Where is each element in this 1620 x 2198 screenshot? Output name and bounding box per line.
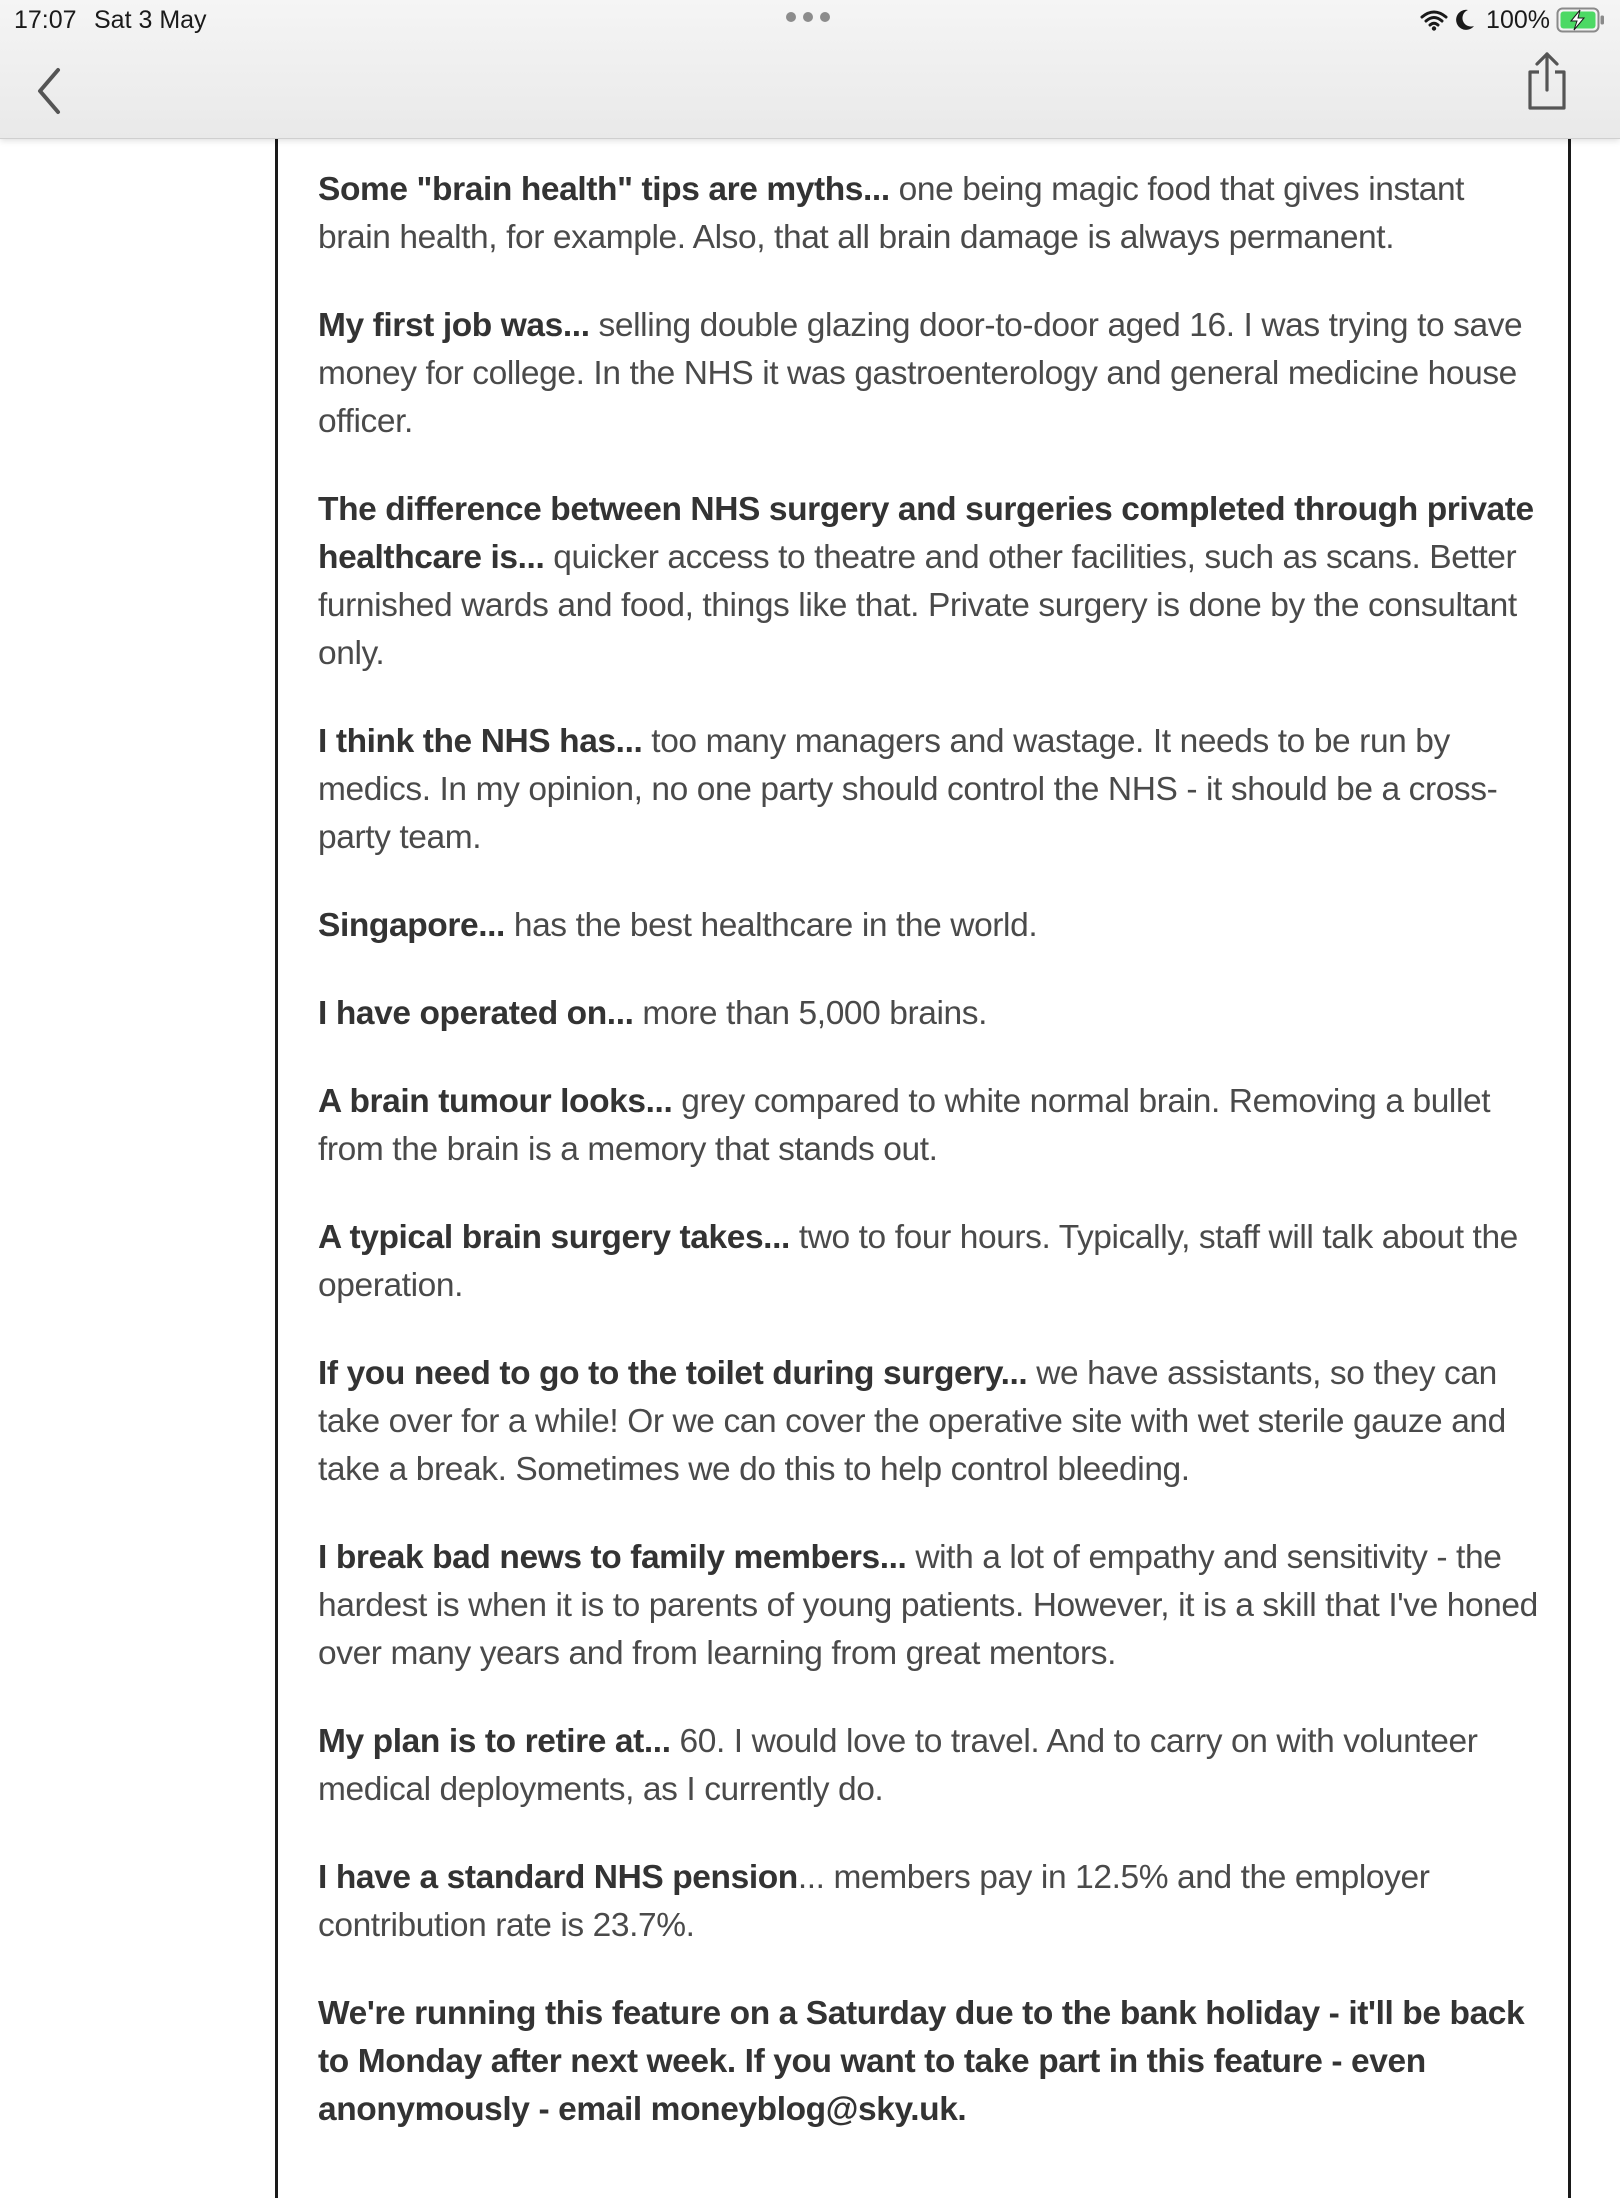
article-paragraph [318,902,1538,950]
article-paragraph [318,718,1538,862]
article-paragraph [318,1350,1538,1494]
article-paragraph [318,1214,1538,1310]
battery-percentage: 100% [1486,5,1550,34]
article-paragraph [318,1718,1538,1814]
paragraph-text: with a lot of empathy and sensitivity - the hardest is when it is to parents of young patients. However, it is a skill that I've honed over many years and from learning from great mentors. [318,1539,1538,1672]
paragraph-text: selling double glazing door-to-door aged 16. I was trying to save money for college. In the NHS it was gastroenterology and general medicine house officer. [318,307,1523,440]
paragraph-text: ... members pay in 12.5% and the employer contribution rate is 23.7%. [318,1859,1430,1944]
share-icon [1522,50,1572,112]
article-paragraph [318,1854,1538,1950]
wifi-icon [1420,9,1448,31]
paragraph-lead: A brain tumour looks... [318,1083,673,1120]
paragraph-text: has the best healthcare in the world. [504,907,1038,944]
paragraph-lead: I have a standard NHS pension [318,1859,798,1896]
article-body [318,166,1538,2174]
article-paragraph [318,302,1538,446]
share-button[interactable] [1522,50,1572,112]
status-indicators [1420,4,1606,36]
paragraph-text: quicker access to theatre and other facilities, such as scans. Better furnished wards and food, things like that. Private surgery is done by the consultant only. [318,539,1517,672]
paragraph-text: we have assistants, so they can take over for a while! Or we can cover the operative site with wet sterile gauze and take a break. Sometimes we do this to help control bleeding. [318,1355,1506,1488]
closing-note: We're running this feature on a Saturday due to the bank holiday - it'll be back to Monday after next week. If you want to take part in this feature - even anonymously - email moneyblog@sky.uk. [318,1995,1525,2128]
status-bar [0,0,1620,40]
paragraph-lead: My plan is to retire at... [318,1723,671,1760]
paragraph-text: grey compared to white normal brain. Removing a bullet from the brain is a memory that stands out. [318,1083,1491,1168]
article-paragraph [318,486,1538,678]
article-paragraph [318,1078,1538,1174]
do-not-disturb-moon-icon [1454,8,1476,32]
paragraph-text: more than 5,000 brains. [633,995,988,1032]
article-paragraph [318,166,1538,262]
status-time: 17:07 [14,6,77,34]
multitasking-dots-icon[interactable] [786,12,830,22]
paragraph-text: too many managers and wastage. It needs to be run by medics. In my opinion, no one party should control the NHS - it should be a cross-party team. [318,723,1498,856]
paragraph-text: 60. I would love to travel. And to carry on with volunteer medical deployments, as I currently do. [318,1723,1478,1808]
article-paragraph [318,1534,1538,1678]
paragraph-lead: Some "brain health" tips are myths... [318,171,890,208]
paragraph-lead: My first job was... [318,307,590,344]
paragraph-text: one being magic food that gives instant brain health, for example. Also, that all brain damage is always permanent. [318,171,1465,256]
paragraph-lead: The difference between NHS surgery and surgeries completed through private healthcare is... [318,491,1534,576]
chevron-left-icon [28,64,72,118]
paragraph-lead: Singapore... [318,907,505,944]
paragraph-lead: I think the NHS has... [318,723,643,760]
paragraph-lead: If you need to go to the toilet during surgery... [318,1355,1028,1392]
paragraph-text: two to four hours. Typically, staff will talk about the operation. [318,1219,1518,1304]
article-paragraph [318,990,1538,1038]
battery-charging-icon [1556,7,1606,33]
paragraph-lead: I break bad news to family members... [318,1539,907,1576]
paragraph-lead: I have operated on... [318,995,634,1032]
back-button[interactable] [28,64,72,118]
paragraph-lead: A typical brain surgery takes... [318,1219,790,1256]
status-date: Sat 3 May [94,6,207,34]
